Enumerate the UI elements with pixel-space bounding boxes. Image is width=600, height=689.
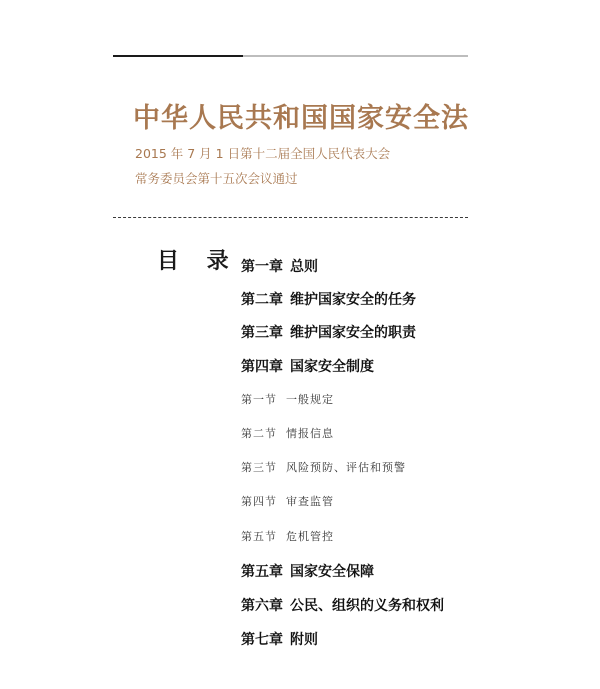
toc-item-title: 公民、组织的义务和权利	[290, 598, 444, 614]
toc-item-title: 审查监管	[286, 495, 334, 508]
toc-item-title: 附则	[290, 632, 318, 648]
toc-item-title: 国家安全保障	[290, 564, 374, 580]
toc-item-title: 国家安全制度	[290, 359, 374, 375]
toc-item-number: 第六章	[241, 598, 283, 614]
document-subtitle-line2: 常务委员会第十五次会议通过	[135, 171, 298, 186]
toc-item[interactable]	[241, 493, 334, 509]
toc-item[interactable]	[241, 256, 318, 276]
toc-item-number: 第四节	[241, 495, 277, 508]
toc-item-number: 第三章	[241, 325, 283, 341]
toc-item-number: 第五节	[241, 530, 277, 543]
toc-item-number: 第五章	[241, 564, 283, 580]
toc-item-title: 维护国家安全的职责	[290, 325, 416, 341]
toc-item[interactable]	[241, 561, 374, 581]
toc-heading: 目 录	[157, 249, 239, 274]
toc-item[interactable]	[241, 459, 406, 475]
toc-item-title: 总则	[290, 259, 318, 275]
document-subtitle-line1: 2015 年 7 月 1 日第十二届全国人民代表大会	[135, 146, 391, 161]
toc-item-number: 第二章	[241, 292, 283, 308]
toc-item-title: 危机管控	[286, 530, 334, 543]
toc-item-number: 第一章	[241, 259, 283, 275]
toc-item-number: 第四章	[241, 359, 283, 375]
toc-item-number: 第二节	[241, 427, 277, 440]
toc-item-title: 情报信息	[286, 427, 334, 440]
toc-item-title: 一般规定	[286, 393, 334, 406]
toc-item[interactable]	[241, 356, 374, 376]
document-title: 中华人民共和国国家安全法	[133, 103, 469, 134]
top-divider-accent	[113, 55, 243, 57]
toc-item-title: 风险预防、评估和预警	[286, 461, 406, 474]
toc-item[interactable]	[241, 289, 416, 309]
toc-item-title: 维护国家安全的任务	[290, 292, 416, 308]
toc-item[interactable]	[241, 425, 334, 441]
toc-item[interactable]	[241, 528, 334, 544]
toc-item[interactable]	[241, 391, 334, 407]
toc-item-number: 第一节	[241, 393, 277, 406]
toc-item[interactable]	[241, 629, 318, 649]
dashed-divider	[113, 217, 468, 218]
toc-item[interactable]	[241, 322, 416, 342]
toc-item-number: 第七章	[241, 632, 283, 648]
toc-item[interactable]	[241, 595, 444, 615]
toc-item-number: 第三节	[241, 461, 277, 474]
